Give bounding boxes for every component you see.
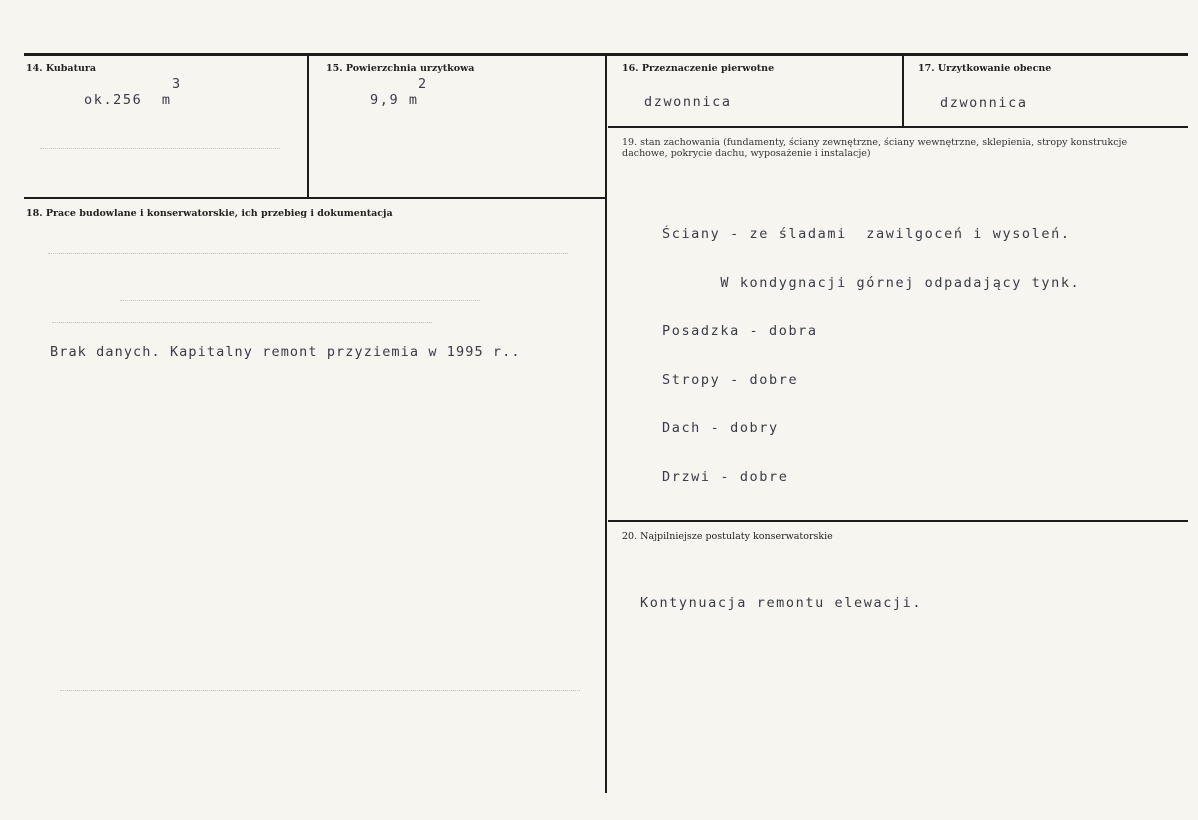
rule-under-14-15 (24, 197, 606, 199)
field-value: ok.256 m (84, 92, 172, 108)
field-label: 19. stan zachowania (fundamenty, ściany zewnętrzne, ściany wewnętrzne, sklepienia, stropy konstrukcje dachowe, pokrycie dachu, wyposażenie i instalacje) (622, 137, 1128, 159)
center-divider (605, 55, 607, 793)
condition-line: W kondygnacji górnej odpadający tynk. (662, 274, 1081, 291)
condition-line: Drzwi - dobre (662, 468, 789, 485)
guide-line (120, 300, 480, 302)
condition-list (662, 194, 1080, 517)
exponent: 2 (418, 76, 428, 92)
divider-16-17 (902, 55, 904, 127)
field-label: 14. Kubatura (26, 63, 97, 74)
field-label: 20. Najpilniejsze postulaty konserwatorskie (622, 531, 833, 542)
field-label: 16. Przeznaczenie pierwotne (622, 63, 775, 74)
exponent: 3 (172, 76, 182, 92)
guide-line (60, 690, 580, 692)
rule-under-19 (608, 520, 1188, 522)
field-value: dzwonnica (940, 95, 1028, 111)
field-label: 15. Powierzchnia urzytkowa (326, 63, 475, 74)
rule-under-16-17 (608, 126, 1188, 128)
field-value: dzwonnica (644, 94, 732, 110)
field-value: Kontynuacja remontu elewacji. (640, 595, 923, 611)
field-label: 18. Prace budowlane i konserwatorskie, ich przebieg i dokumentacja (26, 208, 393, 219)
field-label: 17. Urzytkowanie obecne (918, 63, 1052, 74)
guide-line (48, 253, 568, 255)
field-value: Brak danych. Kapitalny remont przyziemia w 1995 r.. (50, 344, 521, 360)
condition-line: Ściany - ze śladami zawilgoceń i wysoleń. (662, 226, 1071, 242)
divider-14-15 (307, 55, 309, 198)
condition-line: Stropy - dobre (662, 371, 799, 388)
condition-line: Posadzka - dobra (662, 323, 818, 339)
guide-line (40, 148, 280, 150)
guide-line (52, 322, 432, 324)
condition-line: Dach - dobry (662, 420, 779, 436)
field-value: 9,9 m (370, 92, 419, 108)
